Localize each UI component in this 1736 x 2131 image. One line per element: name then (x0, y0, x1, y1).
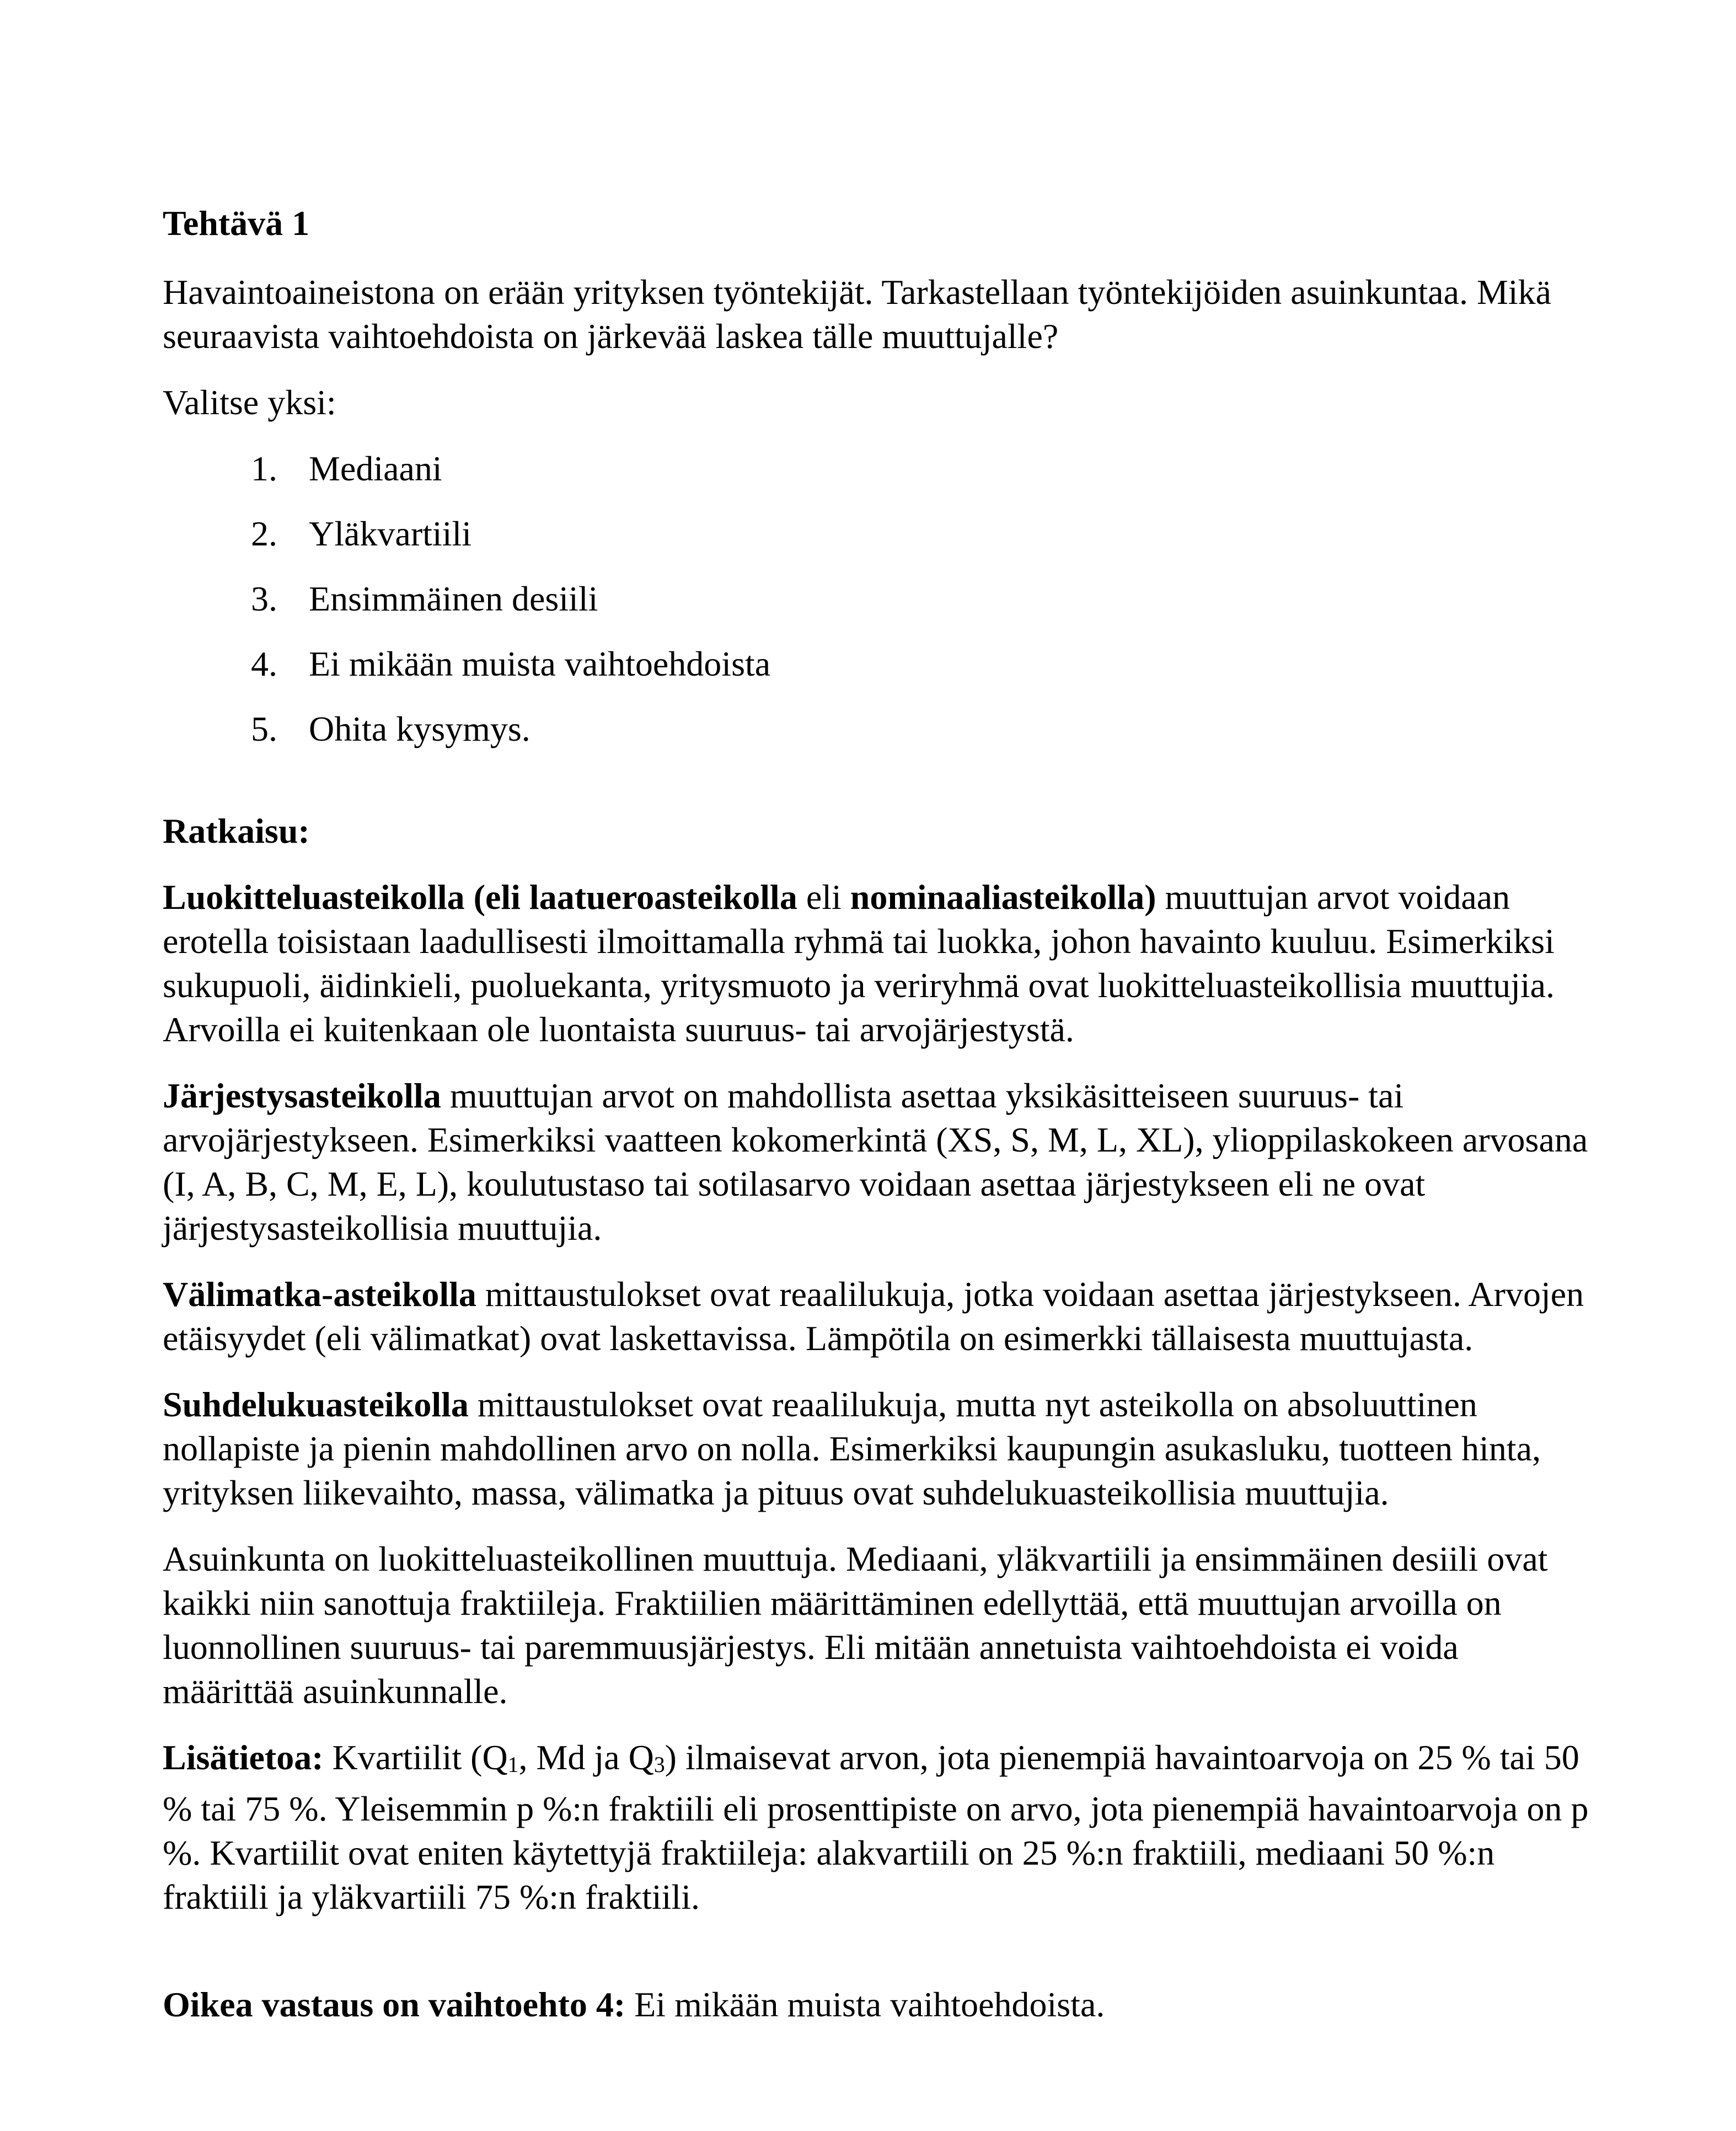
option-label: Ensimmäinen desiili (309, 579, 598, 618)
nominal-mid-bold: nominaaliasteikolla) (850, 877, 1156, 917)
q3-subscript: 3 (653, 1752, 665, 1777)
solution-heading: Ratkaisu: (163, 811, 310, 850)
option-item-5 (163, 707, 1591, 751)
option-item-1 (163, 447, 1591, 491)
option-item-3 (163, 577, 1591, 621)
ratio-rest: mittaustulokset ovat reaalilukuja, mutta nyt asteikolla on absoluuttinen nollapiste ja pienin mahdollinen arvo on nolla. Esimerkiksi kaupungin asukasluku, tuotteen hinta, yrityksen liikevaihto, massa, välimatka ja pituus ovat suhdelukuasteikollisia muuttujia. (163, 1385, 1541, 1512)
question-intro: Havaintoaineistona on erään yrityksen työntekijät. Tarkastellaan työntekijöiden asuinkuntaa. Mikä seuraavista vaihtoehdoista on järkevää laskea tälle muuttujalle? (163, 272, 1552, 356)
options-list (163, 447, 1591, 751)
correct-answer-text: Ei mikään muista vaihtoehdoista. (625, 1984, 1105, 2024)
interval-rest: mittaustulokset ovat reaalilukuja, jotka voidaan asettaa järjestykseen. Arvojen etäisyydet (eli välimatkat) ovat laskettavissa. Lämpötila on esimerkki tällaisesta muuttujasta. (163, 1275, 1584, 1358)
paragraph-extra-info (163, 1736, 1591, 1919)
nominal-mid: eli (797, 877, 850, 917)
extra-info-lead: Lisätietoa: (163, 1738, 324, 1777)
extra-info-t1: Kvartiilit (Q (323, 1738, 508, 1777)
interval-lead: Välimatka-asteikolla (163, 1275, 476, 1314)
option-label: Ei mikään muista vaihtoehdoista (309, 644, 771, 683)
extra-info-t2: , Md ja Q (518, 1738, 654, 1777)
page-title: Tehtävä 1 (163, 204, 310, 243)
option-label: Mediaani (309, 449, 442, 488)
option-number: 2. (251, 514, 277, 553)
extra-info-t3: ) ilmaisevat arvon, jota pienempiä havaintoarvoja on 25 % tai 50 % tai 75 %. Yleisemmin p %:n fraktiili eli prosenttipiste on arvo, jota pienempiä havaintoarvoja on p %. Kvartiilit ovat eniten käytettyjä fraktiileja: alakvartiili on 25 %:n fraktiili, mediaani 50 %:n fraktiili ja yläkvartiili 75 %:n fraktiili. (163, 1738, 1589, 1916)
correct-answer-lead: Oikea vastaus on vaihtoehto 4: (163, 1984, 626, 2024)
option-label: Yläkvartiili (309, 514, 472, 553)
paragraph-conclusion: Asuinkunta on luokitteluasteikollinen muuttuja. Mediaani, yläkvartiili ja ensimmäinen desiili ovat kaikki niin sanottuja fraktiileja. Fraktiilien määrittäminen edellyttää, että muuttujan arvoilla on luonnollinen suuruus- tai paremmuusjärjestys. Eli mitään annetuista vaihtoehdoista ei voida määrittää asuinkunnalle. (163, 1539, 1548, 1711)
option-item-2 (163, 512, 1591, 556)
option-item-4 (163, 642, 1591, 686)
paragraph-ratio-scale (163, 1383, 1591, 1515)
ratio-lead: Suhdelukuasteikolla (163, 1385, 469, 1424)
option-label: Ohita kysymys. (309, 709, 531, 748)
option-number: 1. (251, 449, 277, 488)
paragraph-interval-scale (163, 1272, 1591, 1361)
ordinal-lead: Järjestysasteikolla (163, 1076, 441, 1115)
paragraph-nominal-scale (163, 875, 1591, 1052)
nominal-lead: Luokitteluasteikolla (eli laatueroasteikolla (163, 877, 797, 917)
option-number: 3. (251, 579, 277, 618)
ordinal-rest: muuttujan arvot on mahdollista asettaa yksikäsitteiseen suuruus- tai arvojärjestykseen. Esimerkiksi vaatteen kokomerkintä (XS, S, M, L, XL), ylioppilaskokeen arvosana (I, A, B, C, M, E, L), koulutustaso tai sotilasarvo voidaan asettaa järjestykseen eli ne ovat järjestysasteikollisia muuttujia. (163, 1076, 1588, 1247)
option-number: 4. (251, 644, 277, 683)
nominal-rest: muuttujan arvot voidaan erotella toisistaan laadullisesti ilmoittamalla ryhmä tai luokka, johon havainto kuuluu. Esimerkiksi sukupuoli, äidinkieli, puoluekanta, yritysmuoto ja veriryhmä ovat luokitteluasteikollisia muuttujia. Arvoilla ei kuitenkaan ole luontaista suuruus- tai arvojärjestystä. (163, 877, 1555, 1049)
option-number: 5. (251, 709, 277, 748)
choose-one-label: Valitse yksi: (163, 383, 336, 422)
correct-answer-line (163, 1983, 1591, 2027)
q1-subscript: 1 (507, 1752, 519, 1777)
paragraph-ordinal-scale (163, 1074, 1591, 1250)
